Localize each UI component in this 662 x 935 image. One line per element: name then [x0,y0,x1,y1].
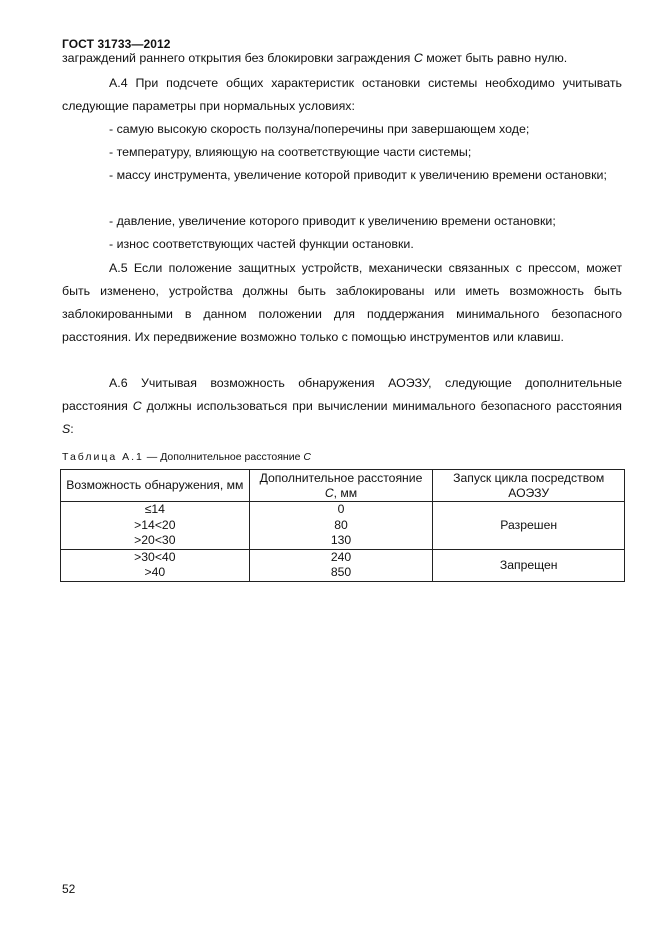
variable-s: S [62,422,71,436]
table-cell: >14<20 [134,517,176,532]
table-caption-label: Таблица А.1 [62,451,144,463]
paragraph-continuation [62,47,622,70]
additional-distance-table [60,469,625,582]
page-number: 52 [62,882,76,896]
table-cell: 850 [330,565,352,579]
cycle-start-permitted: Разрешен [433,502,625,550]
table-cell: >20<30 [134,533,176,547]
table-caption [62,451,311,463]
table-caption-variable: C [303,451,311,463]
table-cell: 0 [337,502,345,516]
cycle-start-prohibited: Запрещен [433,549,625,581]
list-item-speed: - самую высокую скорость ползуна/поперечины при завершающем ходе; [109,122,530,136]
table-row [61,502,625,550]
header-additional-distance [249,470,433,502]
paragraph-a6 [62,372,622,441]
table-cell: 80 [334,517,348,532]
table-header-row [61,470,625,502]
header-unit: , мм [333,485,358,500]
detection-values-group-2 [61,549,250,581]
header-additional-distance-text: Дополнительное расстояние [259,470,423,485]
variable-c: C [132,399,142,413]
table-caption-text: — Дополнительное расстояние [143,451,304,463]
table-cell: 130 [330,533,352,547]
table-cell: >40 [144,565,166,579]
variable-c: C [413,51,423,65]
header-cycle-start: Запуск цикла посредством АОЭЗУ [433,470,625,502]
list-item-wear: - износ соответствующих частей функции остановки. [109,237,414,251]
paragraph-a6-text-mid: должны использоваться при вычислении минимального безопасного расстояния [141,399,622,413]
table-cell: ≤14 [144,502,165,516]
paragraph-a6-text: А.6 Учитывая возможность обнаружения АОЭЗУ, следующие дополнительные расстояния [62,376,622,413]
table-cell: 240 [330,549,352,564]
list-item-tool-mass: - массу инструмента, увеличение которой приводит к увеличению времени остановки; [109,168,607,182]
paragraph-text: заграждений раннего открытия без блокировки заграждения C может быть равно нулю. [62,51,568,65]
paragraph-a6-end: : [70,422,74,436]
header-detection-capability: Возможность обнаружения, мм [61,470,250,502]
document-id-header: ГОСТ 31733—2012 [62,37,171,51]
paragraph-a4: А.4 При подсчете общих характеристик остановки системы необходимо учитывать следующие параметры при нормальных условиях: [62,76,622,113]
list-item-pressure: - давление, увеличение которого приводит к увеличению времени остановки; [109,214,556,228]
distance-values-group-2 [249,549,433,581]
table-row [61,549,625,581]
distance-values-group-1 [249,502,433,550]
header-variable-c: C [324,485,334,500]
detection-values-group-1 [61,502,250,550]
paragraph-a5: А.5 Если положение защитных устройств, механически связанных с прессом, может быть изменено, устройства должны быть заблокированы или иметь возможность быть заблокированными в данном положении для поддержания минимального безопасного расстояния. Их передвижение возможно только с помощью инструментов или клавиш. [62,261,622,344]
table-cell: >30<40 [134,549,176,564]
list-item-temperature: - температуру, влияющую на соответствующие части системы; [109,145,472,159]
